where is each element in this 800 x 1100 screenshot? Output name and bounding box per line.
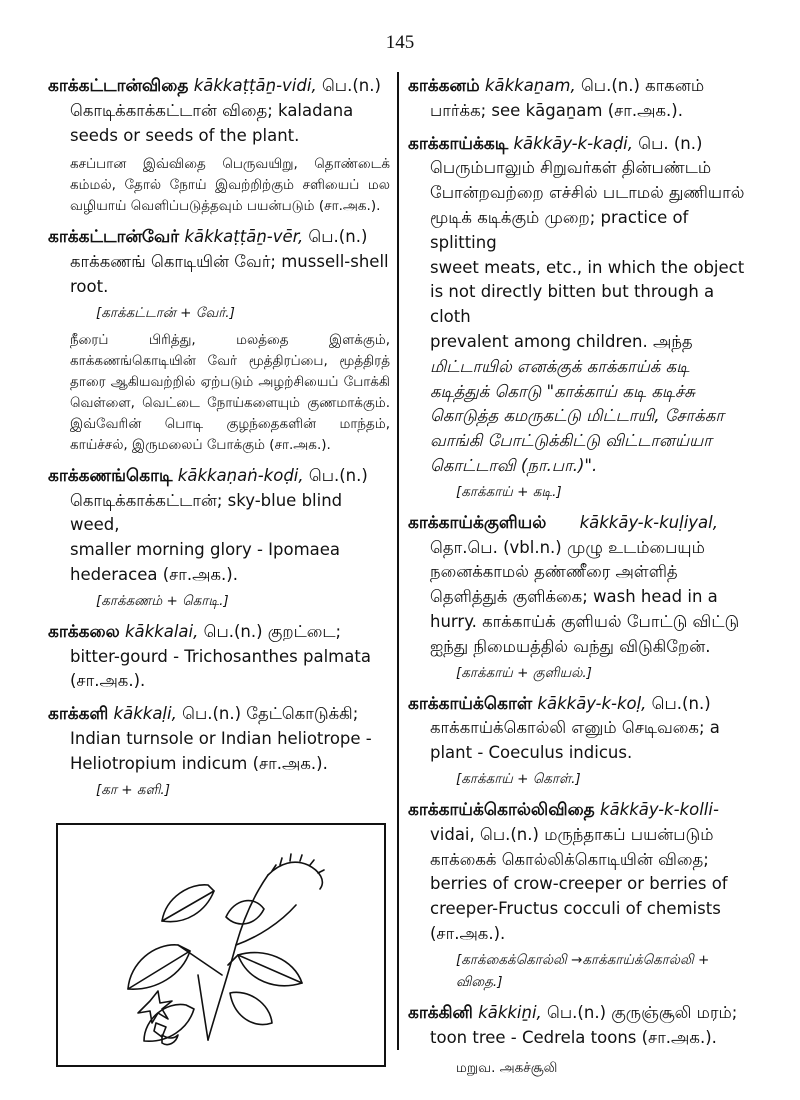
dictionary-entry [48, 464, 390, 612]
definition-line: prevalent among children. அந்த [430, 331, 693, 351]
synonym-note: மறுவ. அகச்சூலி [456, 1060, 558, 1077]
definition-line: is not directly bitten but through a cloth [430, 282, 715, 327]
page-number: 145 [385, 32, 415, 53]
part-of-speech: பெ.(n.) [316, 76, 381, 95]
headword: காக்காய்க்குளியல் [408, 512, 547, 533]
headword: காக்களி [48, 704, 109, 725]
definition-line: (சா.அக.). [70, 671, 146, 691]
example-line: கொடுத்த கமருகட்டு மிட்டாயி, சோக்கா [430, 406, 725, 426]
definition-line: Indian turnsole or Indian heliotrope - [70, 728, 372, 748]
definition-line: vidai, பெ.(n.) மருந்தாகப் பயன்படும் [430, 824, 714, 844]
definition-line: root. [70, 276, 109, 296]
column-divider [397, 72, 399, 1050]
definition-line: plant - Coeculus indicus. [430, 743, 633, 763]
definition-line: காக்காய்க்கொல்லி எனும் செடிவகை; a [430, 718, 720, 738]
part-of-speech: பெ.(n.) [303, 227, 368, 247]
headword: காக்கலை [48, 621, 120, 642]
definition-line: bitter-gourd - Trichosanthes palmata [70, 646, 371, 666]
definition-line: பார்க்க; see kāgaṉam (சா.அக.). [430, 100, 683, 120]
dictionary-entry [48, 620, 390, 694]
definition-line: பெரும்பாலும் சிறுவர்கள் தின்பண்டம் [430, 158, 712, 178]
definition-line: creeper-Fructus cocculi of chemists [430, 899, 721, 919]
left-column [48, 74, 390, 1067]
definition-line: ஐந்து நிமையத்தில் வந்து விடுகிறேன். [430, 636, 711, 656]
part-of-speech: பெ.(n.) காகனம் [575, 76, 705, 95]
definition-line: கொடிக்காக்கட்டான் விதை; kaladana [70, 100, 354, 120]
part-of-speech: பெ. (n.) [633, 133, 703, 153]
etymology: [காக்காய் + கொள்.] [456, 770, 581, 787]
headword: காக்கினி [408, 1002, 473, 1023]
definition-line: hederacea (சா.அக.). [70, 564, 238, 584]
definition-line: போன்றவற்றை எச்சில் படாமல் துணியால் [430, 183, 745, 203]
plant-illustration [56, 823, 386, 1067]
transliteration: kākkiṉi, [478, 1002, 542, 1022]
definition-line: sweet meats, etc., in which the object [430, 257, 745, 277]
etymology: [காக்காய் + கடி.] [456, 483, 562, 500]
example-line: வாங்கி போட்டுக்கிட்டு விட்டானய்யா [430, 431, 712, 451]
headword: காக்காய்க்கொள் [408, 693, 533, 714]
definition-line: (சா.அக.). [430, 923, 506, 943]
etymology: [காக்கைக்கொல்லி →காக்காய்க்கொல்லி + விதை.] [456, 951, 710, 990]
dictionary-entry [48, 702, 390, 800]
transliteration: kākkaṉam, [484, 76, 576, 95]
dictionary-entry [408, 132, 760, 503]
heliotrope-drawing-icon [58, 825, 384, 1065]
transliteration: kākkaḷi, [113, 704, 177, 724]
part-of-speech: பெ.(n.) குருஞ்சூலி மரம்; [541, 1002, 738, 1022]
definition-line: Heliotropium indicum (சா.அக.). [70, 753, 328, 773]
transliteration: kākkaṭṭāṉ-vēr, [184, 227, 304, 247]
transliteration: kākkāy-k-kolli- [600, 799, 719, 819]
part-of-speech: பெ.(n.) [303, 465, 368, 485]
dictionary-entry [48, 225, 390, 455]
headword: காக்காய்க்கடி [408, 133, 509, 154]
transliteration: kākkāy-k-koḷ, [537, 693, 647, 713]
definition-line: கொடிக்காக்கட்டான்; sky-blue blind weed, [70, 490, 343, 535]
definition-line: berries of crow-creeper or berries of [430, 874, 728, 894]
definition-line: காக்கணங் கொடியின் வேர்; mussell-shell [70, 252, 389, 272]
transliteration: kākkāy-k-kuḷiyal, [579, 512, 718, 532]
headword: காக்காய்க்கொல்லிவிதை [408, 799, 595, 820]
dictionary-entry [408, 1001, 760, 1051]
etymology: [காக்கட்டான் + வேர்.] [96, 304, 235, 321]
part-of-speech: பெ.(n.) தேட்கொடுக்கி; [176, 704, 359, 724]
transliteration: kākkaṭṭāṉ-vidi, [193, 76, 317, 95]
etymology: [காக்கணம் + கொடி.] [96, 592, 229, 609]
usage-note: நீரைப் பிரித்து, மலத்தை இளக்கும், காக்கணங்கொடியின் வேர் மூத்திரப்பை, மூத்திரத் தாரை ஆகியவற்றில் ஏற்படும் அழற்சியைப் போக்கி வெள்ளை, வெட்டை நோய்களையும் குணமாக்கும். இவ்வேரின் பொடி குழந்தைகளின் மாந்தம், காய்ச்சல், இருமலைப் போக்கும் (சா.அக.). [70, 331, 390, 453]
dictionary-entry [48, 74, 390, 217]
dictionary-entry [408, 511, 760, 684]
definition-line: தொ.பெ. (vbl.n.) முழு உடம்பையும் [430, 537, 705, 557]
part-of-speech: பெ.(n.) குறட்டை; [198, 621, 342, 641]
headword: காக்கட்டான்வேர் [48, 227, 180, 248]
right-column [408, 74, 760, 1079]
definition-line: நனைக்காமல் தண்ணீரை அள்ளித் [430, 562, 678, 582]
transliteration: kākkaṇaṅ-koḍi, [177, 465, 304, 485]
definition-line: smaller morning glory - Ipomaea [70, 540, 341, 560]
definition-line: தெளித்துக் குளிக்கை; wash head in a [430, 587, 718, 607]
headword: காக்கனம் [408, 76, 480, 96]
headword: காக்கணங்கொடி [48, 465, 173, 486]
definition-line: toon tree - Cedrela toons (சா.அக.). [430, 1027, 717, 1047]
part-of-speech: பெ.(n.) [646, 693, 711, 713]
definition-line: seeds or seeds of the plant. [70, 125, 300, 145]
dictionary-entry [408, 74, 760, 124]
definition-line: hurry. காக்காய்க் குளியல் போட்டு விட்டு [430, 611, 740, 631]
definition-line: காக்கைக் கொல்லிக்கொடியின் விதை; [430, 849, 709, 869]
etymology: [கா + களி.] [96, 781, 170, 798]
headword: காக்கட்டான்விதை [48, 76, 189, 96]
dictionary-entry [408, 692, 760, 790]
usage-note: கசப்பான இவ்விதை பெருவயிறு, தொண்டைக் கம்மல், தோல் நோய் இவற்றிற்கும் சளியைப் மல வழியாய் வெளிப்படுத்தவும் பயன்படும் (சா.அக.). [70, 156, 390, 215]
example-line: மிட்டாயில் எனக்குக் காக்காய்க் கடி [430, 356, 690, 376]
definition-line: மூடிக் கடிக்கும் முறை; practice of splitting [430, 207, 689, 252]
dictionary-entry [408, 798, 760, 993]
transliteration: kākkalai, [124, 621, 199, 641]
example-line: கொட்டாவி (நா.பா.)". [430, 455, 598, 475]
example-line: கடித்துக் கொடு "காக்காய் கடி கடிச்சு [430, 381, 695, 401]
etymology: [காக்காய் + குளியல்.] [456, 664, 592, 681]
transliteration: kākkāy-k-kaḍi, [513, 133, 633, 153]
